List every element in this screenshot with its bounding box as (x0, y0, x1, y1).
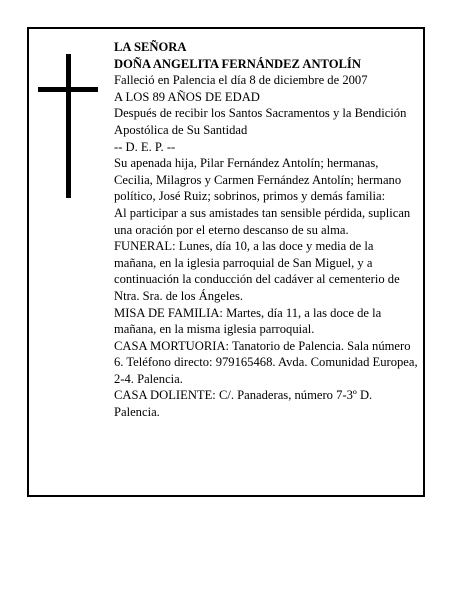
deceased-name: DOÑA ANGELITA FERNÁNDEZ ANTOLÍN (114, 56, 361, 71)
funeral-home-paragraph: CASA MORTUORIA: Tanatorio de Palencia. Sala número 6. Teléfono directo: 979165468. Avda. Comunidad Europea, 2-4. Palencia. (114, 338, 418, 386)
obituary-text (114, 39, 418, 421)
cross-horizontal-bar (38, 87, 98, 92)
mass-paragraph: MISA DE FAMILIA: Martes, día 11, a las doce de la mañana, en la misma iglesia parroquial. (114, 305, 382, 337)
latin-cross-icon (38, 54, 98, 198)
death-statement: Falleció en Palencia el día 8 de diciembre de 2007 (114, 73, 368, 88)
age-statement: A LOS 89 AÑOS DE EDAD (114, 89, 260, 104)
funeral-paragraph: FUNERAL: Lunes, día 10, a las doce y media de la mañana, en la iglesia parroquial de San Miguel, y a continuación la conducción del cadáver al cementerio de Ntra. Sra. de los Ángeles. (114, 239, 400, 303)
sacraments-statement: Después de recibir los Santos Sacramentos y la Bendición Apostólica de Su Santidad (114, 106, 407, 137)
rip-line: -- D. E. P. -- (114, 139, 176, 154)
family-paragraph: Su apenada hija, Pilar Fernández Antolín; hermanas, Cecilia, Milagros y Carmen Fernández Antolín; hermano político, José Ruiz; sobrinos, primos y demás familia: (114, 156, 402, 204)
notice-title: LA SEÑORA (114, 40, 187, 54)
home-paragraph: CASA DOLIENTE: C/. Panaderas, número 7-3º D. Palencia. (114, 388, 373, 420)
cross-vertical-bar (66, 54, 71, 198)
request-paragraph: Al participar a sus amistades tan sensible pérdida, suplican una oración por el eterno descanso de su alma. (114, 205, 411, 237)
